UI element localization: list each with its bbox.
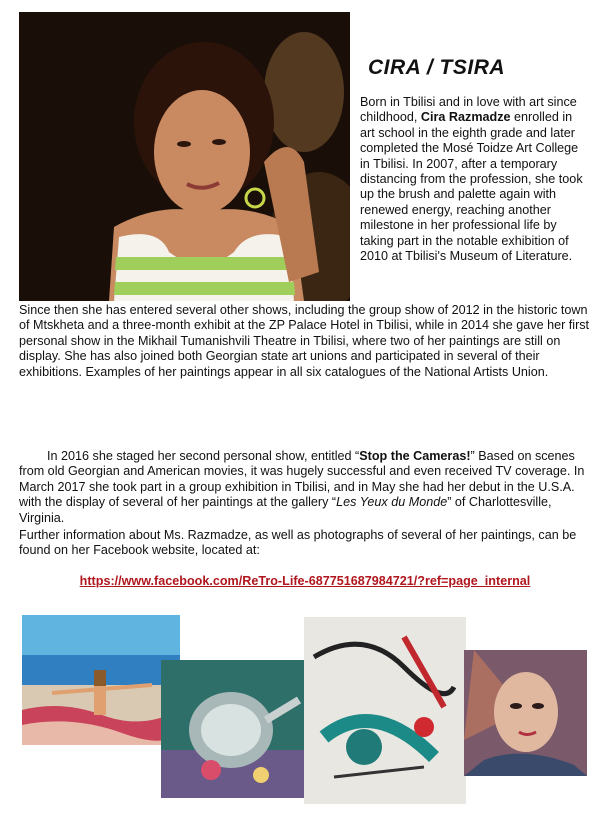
intro-paragraph: Born in Tbilisi and in love with art since childhood, Cira Razmadze enrolled in art school in the eighth grade and later completed the Mosé Toidze Art College in Tbilisi. In 2007, after a temporary distancing from the profession, she took up the brush and palette again with renewed energy, reaching another milestone in her professional life by taking part in the notable exhibition of 2010 at Tbilisi's Museum of Literature.	[360, 95, 583, 264]
gallery-name: Les Yeux du Monde	[336, 495, 448, 510]
facebook-link[interactable]: https://www.facebook.com/ReTro-Life-687751687984721/?ref=page_internal	[79, 574, 531, 588]
artist-portrait-photo	[19, 12, 350, 301]
painting-abstract	[304, 617, 466, 804]
more-info-paragraph: Further information about Ms. Razmadze, as well as photographs of several of her paintings, can be found on her Facebook website, located at:	[19, 528, 577, 558]
show-name: Stop the Cameras!	[359, 449, 471, 463]
page-title: CIRA / TSIRA	[368, 56, 506, 79]
artist-name: Cira Razmadze	[420, 110, 511, 125]
painting-portrait-woman	[464, 650, 587, 776]
recent-shows-paragraph: In 2016 she staged her second personal show, entitled “Stop the Cameras!” Based on scenes from old Georgian and American movies, it was hugely successful and even received TV coverage. In March 2017 she took part in a group exhibition in Tbilisi, and in May she had her debut in the U.S.A. with the display of several of her paintings at the gallery “Les Yeux du Monde” of Charlottesville, Virginia.	[19, 449, 585, 525]
painting-beach	[22, 615, 180, 745]
painting-teapot	[161, 660, 304, 798]
career-paragraph: Since then she has entered several other shows, including the group show of 2012 in the historic town of Mtskheta and a three-month exhibit at the ZP Palace Hotel in Tbilisi, while in 2014 she gave her first personal show in the Mikhail Tumanishvili Theatre in Tbilisi, where two of her paintings are still on display. She has also joined both Georgian state art unions and participated in several of their exhibitions. Examples of her paintings appear in all six catalogues of the National Artists Union.	[19, 303, 590, 379]
